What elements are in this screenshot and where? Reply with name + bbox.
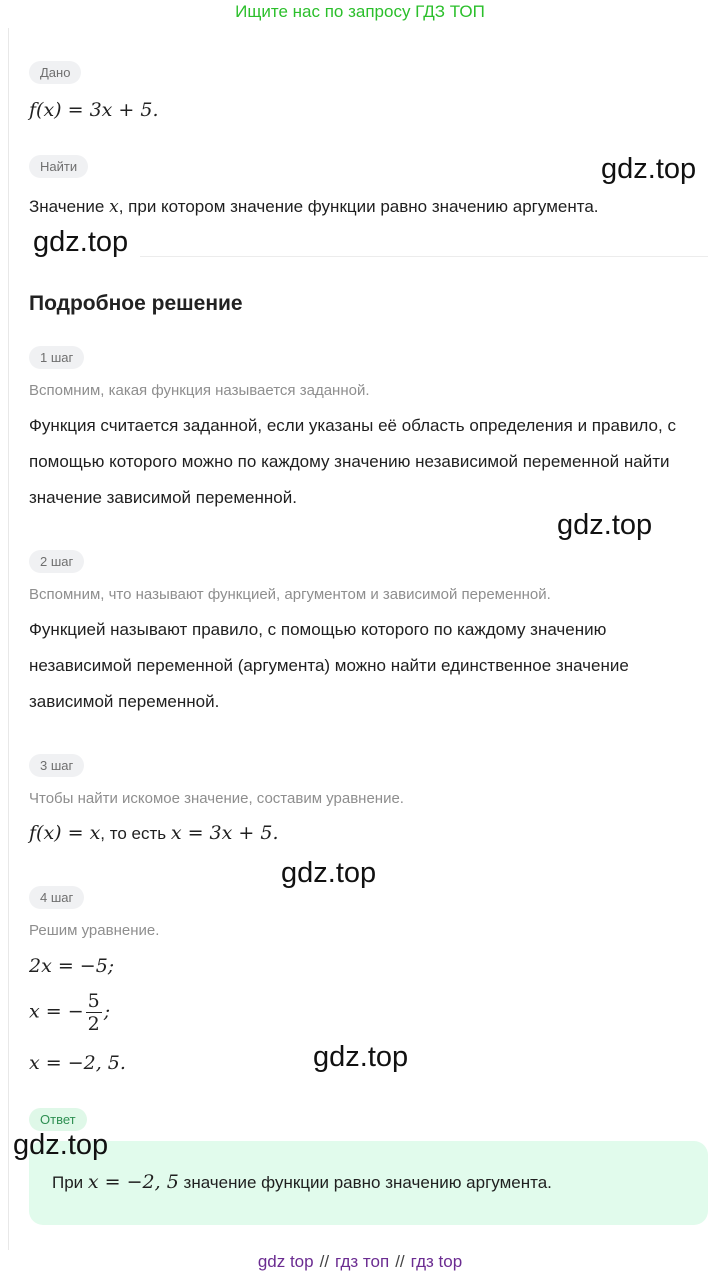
footer-links — [0, 1252, 720, 1272]
solution-title: Подробное решение — [29, 292, 243, 315]
step-3-hint: Чтобы найти искомое значение, составим уравнение. — [29, 790, 404, 807]
given-chip: Дано — [29, 61, 81, 84]
fraction-denominator: 2 — [87, 1013, 100, 1035]
footer-separator: // — [319, 1252, 330, 1271]
top-banner: Ищите нас по запросу ГДЗ ТОП — [235, 2, 485, 21]
answer-text — [52, 1171, 552, 1193]
watermark: gdz.top — [33, 226, 129, 258]
footer-link-gdz-top[interactable]: gdz top — [257, 1252, 314, 1271]
step-4-line-2-left: x = − — [29, 1000, 84, 1023]
step-3-equation — [29, 822, 279, 844]
find-text-after: , при котором значение функции равно значению аргумента. — [118, 197, 599, 216]
find-text-before: Значение — [29, 197, 105, 216]
answer-prefix: При — [52, 1173, 88, 1192]
watermark: gdz.top — [13, 1129, 109, 1161]
step-4-fraction — [86, 990, 102, 1035]
step-4-hint: Решим уравнение. — [29, 922, 160, 939]
step-4-line-2 — [29, 990, 110, 1035]
given-formula: f(x) = 3x + 5. — [29, 99, 159, 121]
footer-separator: // — [395, 1252, 405, 1271]
step-3-eq-left: f(x) = x — [29, 822, 101, 844]
step-2-hint: Вспомним, что называют функцией, аргументом и зависимой переменной. — [29, 586, 551, 603]
answer-suffix: значение функции равно значению аргумента. — [178, 1173, 552, 1192]
step-4-line-3: x = −2, 5. — [29, 1052, 126, 1074]
footer-link-gdz-top-ru[interactable]: гдз топ — [335, 1252, 390, 1271]
step-1-body: Функция считается заданной, если указаны её область определения и правило, с помощью которого можно по каждому значению независимой переменной найти значение зависимой переменной. — [29, 416, 676, 507]
watermark: gdz.top — [313, 1041, 409, 1073]
watermark: gdz.top — [557, 509, 653, 541]
step-4-line-1: 2x = −5; — [29, 955, 115, 977]
fraction-numerator: 5 — [87, 990, 100, 1012]
step-2-chip: 2 шаг — [29, 550, 84, 573]
step-3-chip: 3 шаг — [29, 754, 84, 777]
step-3-eq-right: x = 3x + 5. — [170, 822, 279, 844]
step-1-chip: 1 шаг — [29, 346, 84, 369]
step-4-line-2-end: ; — [103, 1000, 111, 1023]
section-divider — [140, 256, 708, 257]
find-chip: Найти — [29, 155, 88, 178]
find-text — [29, 197, 599, 217]
answer-value: x = −2, 5 — [87, 1171, 179, 1193]
left-border — [8, 28, 9, 1250]
step-2-body: Функцией называют правило, с помощью которого по каждому значению независимой переменной (аргумента) можно найти единственное значение зависимой переменной. — [29, 620, 629, 711]
step-3-eq-mid: , то есть — [100, 824, 171, 843]
step-4-chip: 4 шаг — [29, 886, 84, 909]
step-1-hint: Вспомним, какая функция называется заданной. — [29, 382, 370, 399]
answer-chip: Ответ — [29, 1108, 87, 1131]
find-var: x — [109, 197, 119, 217]
footer-link-gdz-top-mixed[interactable]: гдз top — [410, 1252, 463, 1271]
watermark: gdz.top — [601, 153, 697, 185]
watermark: gdz.top — [281, 857, 377, 889]
